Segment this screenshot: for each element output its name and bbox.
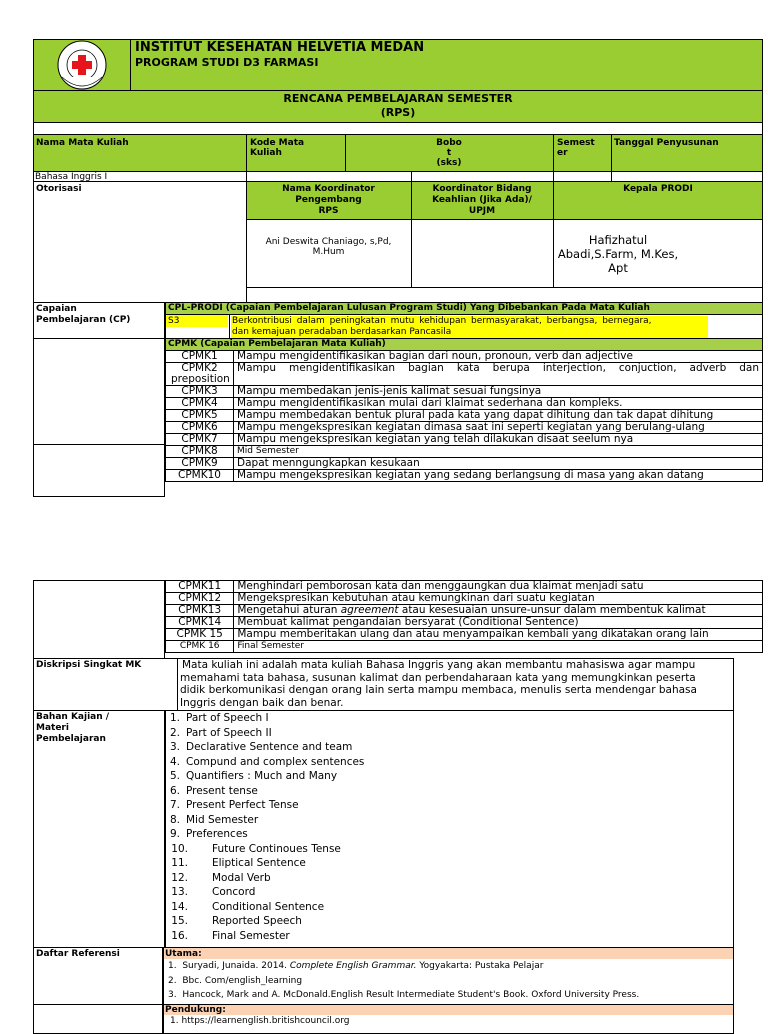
- kode-mk-label-2: Kuliah: [250, 148, 282, 158]
- bahan-label-cell: [33, 710, 165, 948]
- capaian-label-2: Pembelajaran (CP): [36, 315, 131, 325]
- rps-title: RENCANA PEMBELAJARAN SEMESTER: [283, 92, 513, 105]
- list-item: 15. Reported Speech: [171, 915, 302, 927]
- list-item: 1. Part of Speech I: [169, 712, 269, 724]
- kepala-prodi-label: Kepala PRODI: [623, 184, 693, 194]
- bahan-label-3: Pembelajaran: [36, 734, 106, 744]
- cpl-prodi-header-text: CPL-PRODI (Capaian Pembelajaran Lulusan Program Studi) Yang Dibebankan Pada Mata Kuliah: [168, 303, 650, 313]
- tanggal-label: Tanggal Penyusunan: [614, 138, 719, 148]
- s3-text-1: Berkontribusi dalam peningkatan mutu kehidupan bermasyarakat, berbangsa, bernegara,: [232, 316, 652, 326]
- s3-code: S3: [168, 316, 180, 326]
- koordinator-bidang-label-2: Keahlian (Jika Ada)/: [432, 195, 532, 205]
- s3-text-2: dan kemajuan peradaban berdasarkan Pancasila: [232, 327, 452, 337]
- list-item: 3. Declarative Sentence and team: [169, 741, 353, 753]
- deskripsi-label: Diskripsi Singkat MK: [36, 660, 142, 670]
- table-row: CPMK8 Mid Semester: [166, 446, 763, 458]
- koordinator-rps-label-1: Nama Koordinator: [282, 184, 375, 194]
- koordinator-rps-label-3: RPS: [318, 206, 339, 216]
- cpmk-table-page2: [165, 580, 763, 653]
- cpmk-left-cell-2: [33, 444, 165, 497]
- list-item: 10. Future Continoues Tense: [171, 842, 341, 855]
- cpmk-left-cell-3: [33, 580, 165, 659]
- list-item: 11. Eliptical Sentence: [171, 857, 306, 869]
- pendukung-item: 1. https://learnenglish.britishcouncil.org: [170, 1016, 350, 1026]
- referensi-label: Daftar Referensi: [36, 949, 120, 959]
- list-item: 14. Conditional Sentence: [171, 900, 325, 913]
- nama-mk-value: Bahasa Inggris I: [35, 172, 108, 182]
- list-item: 2. Part of Speech II: [169, 726, 272, 739]
- table-row: CPMK4 Mampu mengidentifikasikan mulai dari klaimat sederhana dan kompleks.: [166, 398, 763, 410]
- kode-mk-label-1: Kode Mata: [250, 138, 305, 148]
- nama-mk-label: Nama Mata Kuliah: [36, 138, 129, 148]
- reference-item: 1. Suryadi, Junaida. 2014. Complete English Grammar. Yogyakarta: Pustaka Pelajar: [168, 961, 544, 971]
- list-item: 8. Mid Semester: [169, 813, 259, 826]
- bahan-list: [166, 711, 364, 943]
- reference-item: 3. Hancock, Mark and A. McDonald.English Result Intermediate Student's Book. Oxford University Press.: [168, 990, 640, 1000]
- table-row: CPMK12 Mengekspresikan kebutuhan atau kemungkinan dari suatu kegiatan: [166, 593, 763, 605]
- table-row: CPMK6 Mampu mengekspresikan kegiatan dimasa saat ini seperti kegiatan yang berulang-ulang: [166, 422, 763, 434]
- table-row: CPMK1 Mampu mengidentifikasikan bagian dari noun, pronoun, verb dan adjective: [166, 351, 763, 363]
- list-item: 4. Compund and complex sentences: [169, 755, 365, 768]
- koordinator-bidang-label-1: Koordinator Bidang: [432, 184, 532, 194]
- institute-name: INSTITUT KESEHATAN HELVETIA MEDAN: [135, 40, 425, 55]
- rps-subtitle: (RPS): [380, 106, 416, 119]
- pendukung-label: Pendukung:: [165, 1005, 226, 1015]
- deskripsi-text: Mata kuliah ini adalah mata kuliah Bahasa Inggris yang akan membantu mahasiswa agar mampu memahami tata bahasa, susunan kalimat dan perbendaharaan kata yang memungkinkan peserta didik berkomunikasi dengan orang lain serta mampu membaca, menulis serta mendengar bahasa Inggris dengan baik dan benar.: [180, 659, 697, 709]
- institute-logo-icon: [33, 39, 131, 91]
- table-row: CPMK13 Mengetahui aturan agreement atau kesesuaian unsure-unsur dalam membentuk kalimat: [166, 605, 763, 617]
- table-row: CPMK3 Mampu membedakan jenis-jenis kalimat sesuai fungsinya: [166, 386, 763, 398]
- table-row: CPMK14 Membuat kalimat pengandaian bersyarat (Conditional Sentence): [166, 617, 763, 629]
- cpmk-table-page1: [165, 350, 763, 482]
- bobot-label-1: Bobo: [436, 138, 462, 148]
- utama-header: [164, 948, 733, 959]
- table-row: CPMK5 Mampu membedakan bentuk plural pada kata yang dapat dihitung dan tak dapat dihitung: [166, 410, 763, 422]
- nama-kaprodi-1: Hafizhatul: [588, 233, 648, 247]
- otorisasi-label: Otorisasi: [36, 184, 82, 194]
- list-item: 12. Modal Verb: [171, 871, 271, 884]
- bobot-label-3: (sks): [436, 158, 462, 168]
- nama-koordinator-2: M.Hum: [312, 247, 345, 257]
- pendukung-left-cell: [33, 1004, 163, 1034]
- table-row: CPMK 15 Mampu memberitakan ulang dan atau menyampaikan kembali yang dikatakan orang lain: [166, 629, 763, 641]
- semester-label-2: er: [557, 148, 568, 158]
- cpmk-header-text: CPMK (Capaian Pembelajaran Mata Kuliah): [168, 339, 386, 349]
- table-row: CPMK2 Mampu mengidentifikasikan bagian kata berupa interjection, conjuction, adverb dan preposition: [166, 363, 763, 386]
- list-item: 16. Final Semester: [171, 929, 290, 942]
- list-item: 5. Quantifiers : Much and Many: [169, 770, 338, 782]
- bahan-label-1: Bahan Kajian /: [36, 712, 110, 722]
- koordinator-rps-label-2: Pengembang: [295, 195, 362, 205]
- list-item: 13. Concord: [171, 886, 256, 898]
- program-name: PROGRAM STUDI D3 FARMASI: [135, 56, 319, 69]
- nama-koordinator-1: Ani Deswita Chaniago, s,Pd,: [265, 237, 392, 247]
- table-row: CPMK11 Menghindari pemborosan kata dan menggaungkan dua klaimat menjadi satu: [166, 581, 763, 593]
- table-row: CPMK9 Dapat menngungkapkan kesukaan: [166, 458, 763, 470]
- koordinator-bidang-label-3: UPJM: [468, 206, 496, 216]
- table-row: CPMK7 Mampu mengekspresikan kegiatan yang telah dilakukan disaat seelum nya: [166, 434, 763, 446]
- bobot-label-2: t: [446, 148, 452, 158]
- utama-label: Utama:: [165, 949, 202, 959]
- bahan-label-2: Materi: [36, 723, 69, 733]
- cpmk-left-cell-1: [33, 338, 165, 445]
- logo-cell: [33, 39, 131, 91]
- reference-item: 2. Bbc. Com/english_learning: [168, 976, 303, 986]
- table-row: CPMK10 Mampu mengekspresikan kegiatan yang sedang berlangsung di masa yang akan datang: [166, 470, 763, 482]
- list-item: 7. Present Perfect Tense: [169, 799, 299, 811]
- semester-label-1: Semest: [557, 138, 595, 148]
- nama-kaprodi-3: Apt: [608, 261, 628, 275]
- list-item: 9. Preferences: [169, 828, 248, 840]
- nama-kaprodi-2: Abadi,S.Farm, M.Kes,: [557, 247, 679, 261]
- table-row: CPMK 16 Final Semester: [166, 641, 763, 653]
- list-item: 6. Present tense: [169, 784, 258, 797]
- capaian-label-1: Capaian: [36, 304, 77, 314]
- pendukung-header: [164, 1005, 733, 1015]
